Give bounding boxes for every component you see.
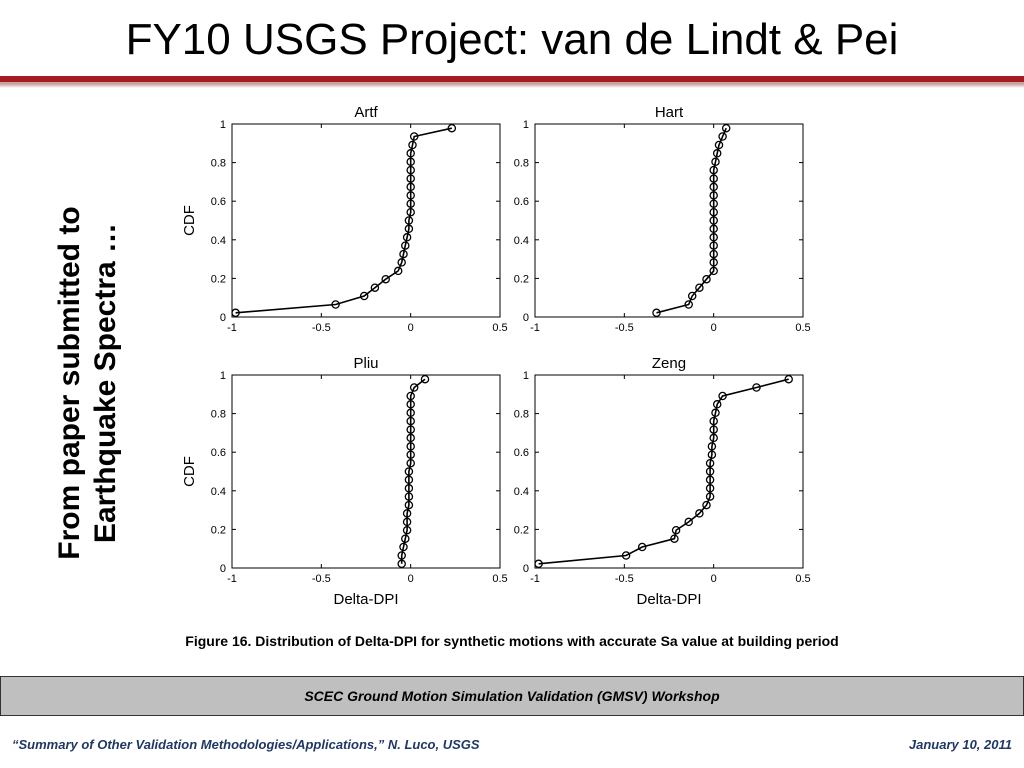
- y-tick-label: 0.4: [513, 234, 529, 247]
- plot-area: [232, 124, 500, 317]
- x-tick-label: 0.5: [492, 573, 508, 585]
- footer-presentation: “Summary of Other Validation Methodologies/Applications,” N. Luco, USGS: [12, 737, 480, 752]
- x-tick-label: 0.5: [492, 322, 508, 334]
- x-axis-label: Delta-DPI: [333, 591, 399, 608]
- y-axis-label: CDF: [181, 456, 198, 487]
- y-axis-label: CDF: [181, 205, 198, 236]
- x-tick-label: 0: [407, 322, 414, 334]
- figure-caption: Figure 16. Distribution of Delta-DPI for synthetic motions with accurate Sa value at building period: [185, 633, 839, 649]
- y-tick-label: 0.2: [210, 524, 226, 537]
- x-tick-label: -1: [530, 573, 540, 585]
- plot-area: [535, 124, 803, 317]
- y-tick-label: 0: [522, 563, 529, 575]
- y-tick-label: 0.6: [513, 196, 529, 209]
- slide-title: FY10 USGS Project: van de Lindt & Pei: [125, 15, 899, 64]
- y-tick-label: 0: [219, 563, 226, 575]
- cdf-charts: [170, 92, 830, 622]
- chart-panel-2: [514, 104, 811, 334]
- y-tick-label: 0.8: [513, 408, 529, 421]
- y-tick-label: 0.6: [513, 447, 529, 460]
- cdf-figure: [170, 92, 830, 622]
- chart-panel-4: [514, 355, 811, 608]
- x-tick-label: 0.5: [795, 573, 811, 585]
- y-tick-label: 1: [522, 370, 529, 382]
- y-tick-label: 0.4: [210, 234, 226, 247]
- chart-title: Artf: [354, 104, 378, 121]
- y-tick-label: 0: [522, 312, 529, 324]
- x-tick-label: 0: [407, 573, 414, 585]
- x-tick-label: -0.5: [614, 573, 634, 585]
- y-tick-label: 0.6: [210, 196, 226, 209]
- side-note-line-1: From paper submitted to: [53, 206, 86, 560]
- y-tick-label: 0: [219, 312, 226, 324]
- footer-date: January 10, 2011: [908, 737, 1012, 752]
- y-tick-label: 0.2: [210, 273, 226, 286]
- x-axis-label: Delta-DPI: [636, 591, 702, 608]
- y-tick-label: 1: [219, 370, 226, 382]
- x-tick-label: 0: [710, 322, 717, 334]
- x-tick-label: -0.5: [311, 573, 331, 585]
- x-tick-label: 0: [710, 573, 717, 585]
- y-tick-label: 0.4: [513, 485, 529, 498]
- plot-area: [535, 375, 803, 568]
- chart-panel-3: [181, 355, 508, 608]
- chart-title: Pliu: [353, 355, 379, 372]
- y-tick-label: 1: [219, 119, 226, 131]
- chart-panel-1: [181, 104, 508, 334]
- title-divider: [0, 76, 1024, 88]
- x-tick-label: -1: [227, 322, 237, 334]
- y-tick-label: 0.8: [210, 157, 226, 170]
- y-tick-label: 0.2: [513, 273, 529, 286]
- workshop-banner-text: SCEC Ground Motion Simulation Validation (GMSV) Workshop: [304, 688, 720, 704]
- x-tick-label: -1: [227, 573, 237, 585]
- y-tick-label: 0.8: [513, 157, 529, 170]
- workshop-banner: [0, 676, 1024, 716]
- y-tick-label: 0.6: [210, 447, 226, 460]
- plot-area: [232, 375, 500, 568]
- x-tick-label: 0.5: [795, 322, 811, 334]
- y-tick-label: 0.4: [210, 485, 226, 498]
- side-note-line-2: Earthquake Spectra …: [89, 222, 122, 544]
- x-tick-label: -0.5: [614, 322, 634, 334]
- y-tick-label: 0.2: [513, 524, 529, 537]
- x-tick-label: -1: [530, 322, 540, 334]
- y-tick-label: 1: [522, 119, 529, 131]
- x-tick-label: -0.5: [311, 322, 331, 334]
- chart-title: Hart: [654, 104, 684, 121]
- y-tick-label: 0.8: [210, 408, 226, 421]
- chart-title: Zeng: [651, 355, 687, 372]
- side-note: [52, 183, 124, 583]
